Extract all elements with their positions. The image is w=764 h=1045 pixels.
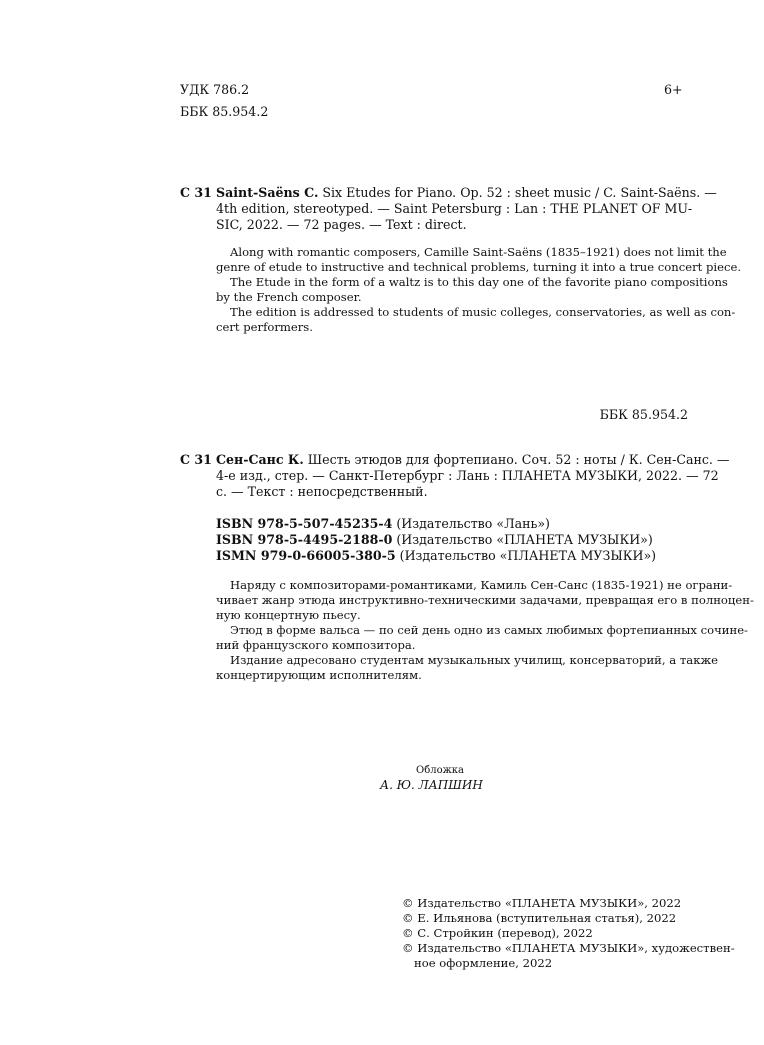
catalog-code-en: С 31 xyxy=(180,185,212,200)
catalog-entry-en-line: 4th edition, stereotyped. — Saint Petersburg : Lan : THE PLANET OF MU- xyxy=(216,201,693,216)
abstract-ru xyxy=(216,578,754,683)
catalog-entry-ru-line: с. — Текст : непосредственный. xyxy=(216,484,428,499)
bbk-code-top: ББК 85.954.2 xyxy=(180,104,269,119)
abstract-ru-line: ную концертную пьесу. xyxy=(216,608,361,622)
age-rating: 6+ xyxy=(664,82,683,97)
abstract-ru-line: чивает жанр этюда инструктивно-техническими задачами, превращая его в полноцен- xyxy=(216,593,754,607)
isbn-line: ISBN 978-5-4495-2188-0 (Издательство «ПЛАНЕТА МУЗЫКИ») xyxy=(216,532,653,547)
author-en: Saint-Saëns C. xyxy=(216,185,319,200)
cover-label: Обложка xyxy=(416,765,465,776)
isbn-block xyxy=(216,516,688,564)
copyright-line: © С. Стройкин (перевод), 2022 xyxy=(402,926,593,940)
catalog-code-ru: С 31 xyxy=(180,452,212,467)
catalog-entry-ru-line: 4-е изд., стер. — Санкт-Петербург : Лань : ПЛАНЕТА МУЗЫКИ, 2022. — 72 xyxy=(216,468,719,483)
abstract-ru-line: ний французского композитора. xyxy=(216,638,416,652)
cover-artist: А. Ю. ЛАПШИН xyxy=(380,778,483,792)
copyright-line: © Е. Ильянова (вступительная статья), 2022 xyxy=(402,911,677,925)
udk-code: УДК 786.2 xyxy=(180,82,250,97)
abstract-en-line: genre of etude to instructive and technical problems, turning it into a true concert piece. xyxy=(216,260,742,274)
abstract-ru-line: Издание адресовано студентам музыкальных училищ, консерваторий, а также xyxy=(230,653,718,667)
abstract-en-line: by the French composer. xyxy=(216,290,362,304)
abstract-ru-line: Наряду с композиторами-романтиками, Камиль Сен-Санс (1835-1921) не ограни- xyxy=(230,578,733,592)
catalog-entry-en-line: SIC, 2022. — 72 pages. — Text : direct. xyxy=(216,217,467,232)
catalog-entry-en xyxy=(216,185,717,233)
catalog-entry-en-line: Saint-Saëns C. Six Etudes for Piano. Op. 52 : sheet music / C. Saint-Saëns. — xyxy=(216,185,717,200)
ismn-line: ISMN 979-0-66005-380-5 (Издательство «ПЛАНЕТА МУЗЫКИ») xyxy=(216,548,657,563)
catalog-entry-ru-line: Сен-Санс К. Шесть этюдов для фортепиано. Соч. 52 : ноты / К. Сен-Санс. — xyxy=(216,452,730,467)
isbn-line: ISBN 978-5-507-45235-4 (Издательство «Лань») xyxy=(216,516,550,531)
abstract-en-line: The Etude in the form of a waltz is to this day one of the favorite piano compositions xyxy=(230,275,728,289)
abstract-en-line: cert performers. xyxy=(216,320,313,334)
catalog-entry-ru xyxy=(216,452,730,500)
abstract-ru-line: Этюд в форме вальса — по сей день одно из самых любимых фортепианных сочине- xyxy=(230,623,748,637)
copyright-line: © Издательство «ПЛАНЕТА МУЗЫКИ», 2022 xyxy=(402,896,682,910)
abstract-en-line: Along with romantic composers, Camille Saint-Saëns (1835–1921) does not limit the xyxy=(230,245,727,259)
copyright-block xyxy=(402,896,735,971)
copyright-line: ное оформление, 2022 xyxy=(414,956,553,970)
author-ru: Сен-Санс К. xyxy=(216,452,304,467)
bbk-code-right: ББК 85.954.2 xyxy=(599,407,688,422)
copyright-line: © Издательство «ПЛАНЕТА МУЗЫКИ», художествен- xyxy=(402,941,735,955)
abstract-en xyxy=(216,245,742,335)
abstract-ru-line: концертирующим исполнителям. xyxy=(216,668,422,682)
abstract-en-line: The edition is addressed to students of music colleges, conservatories, as well as con- xyxy=(230,305,736,319)
